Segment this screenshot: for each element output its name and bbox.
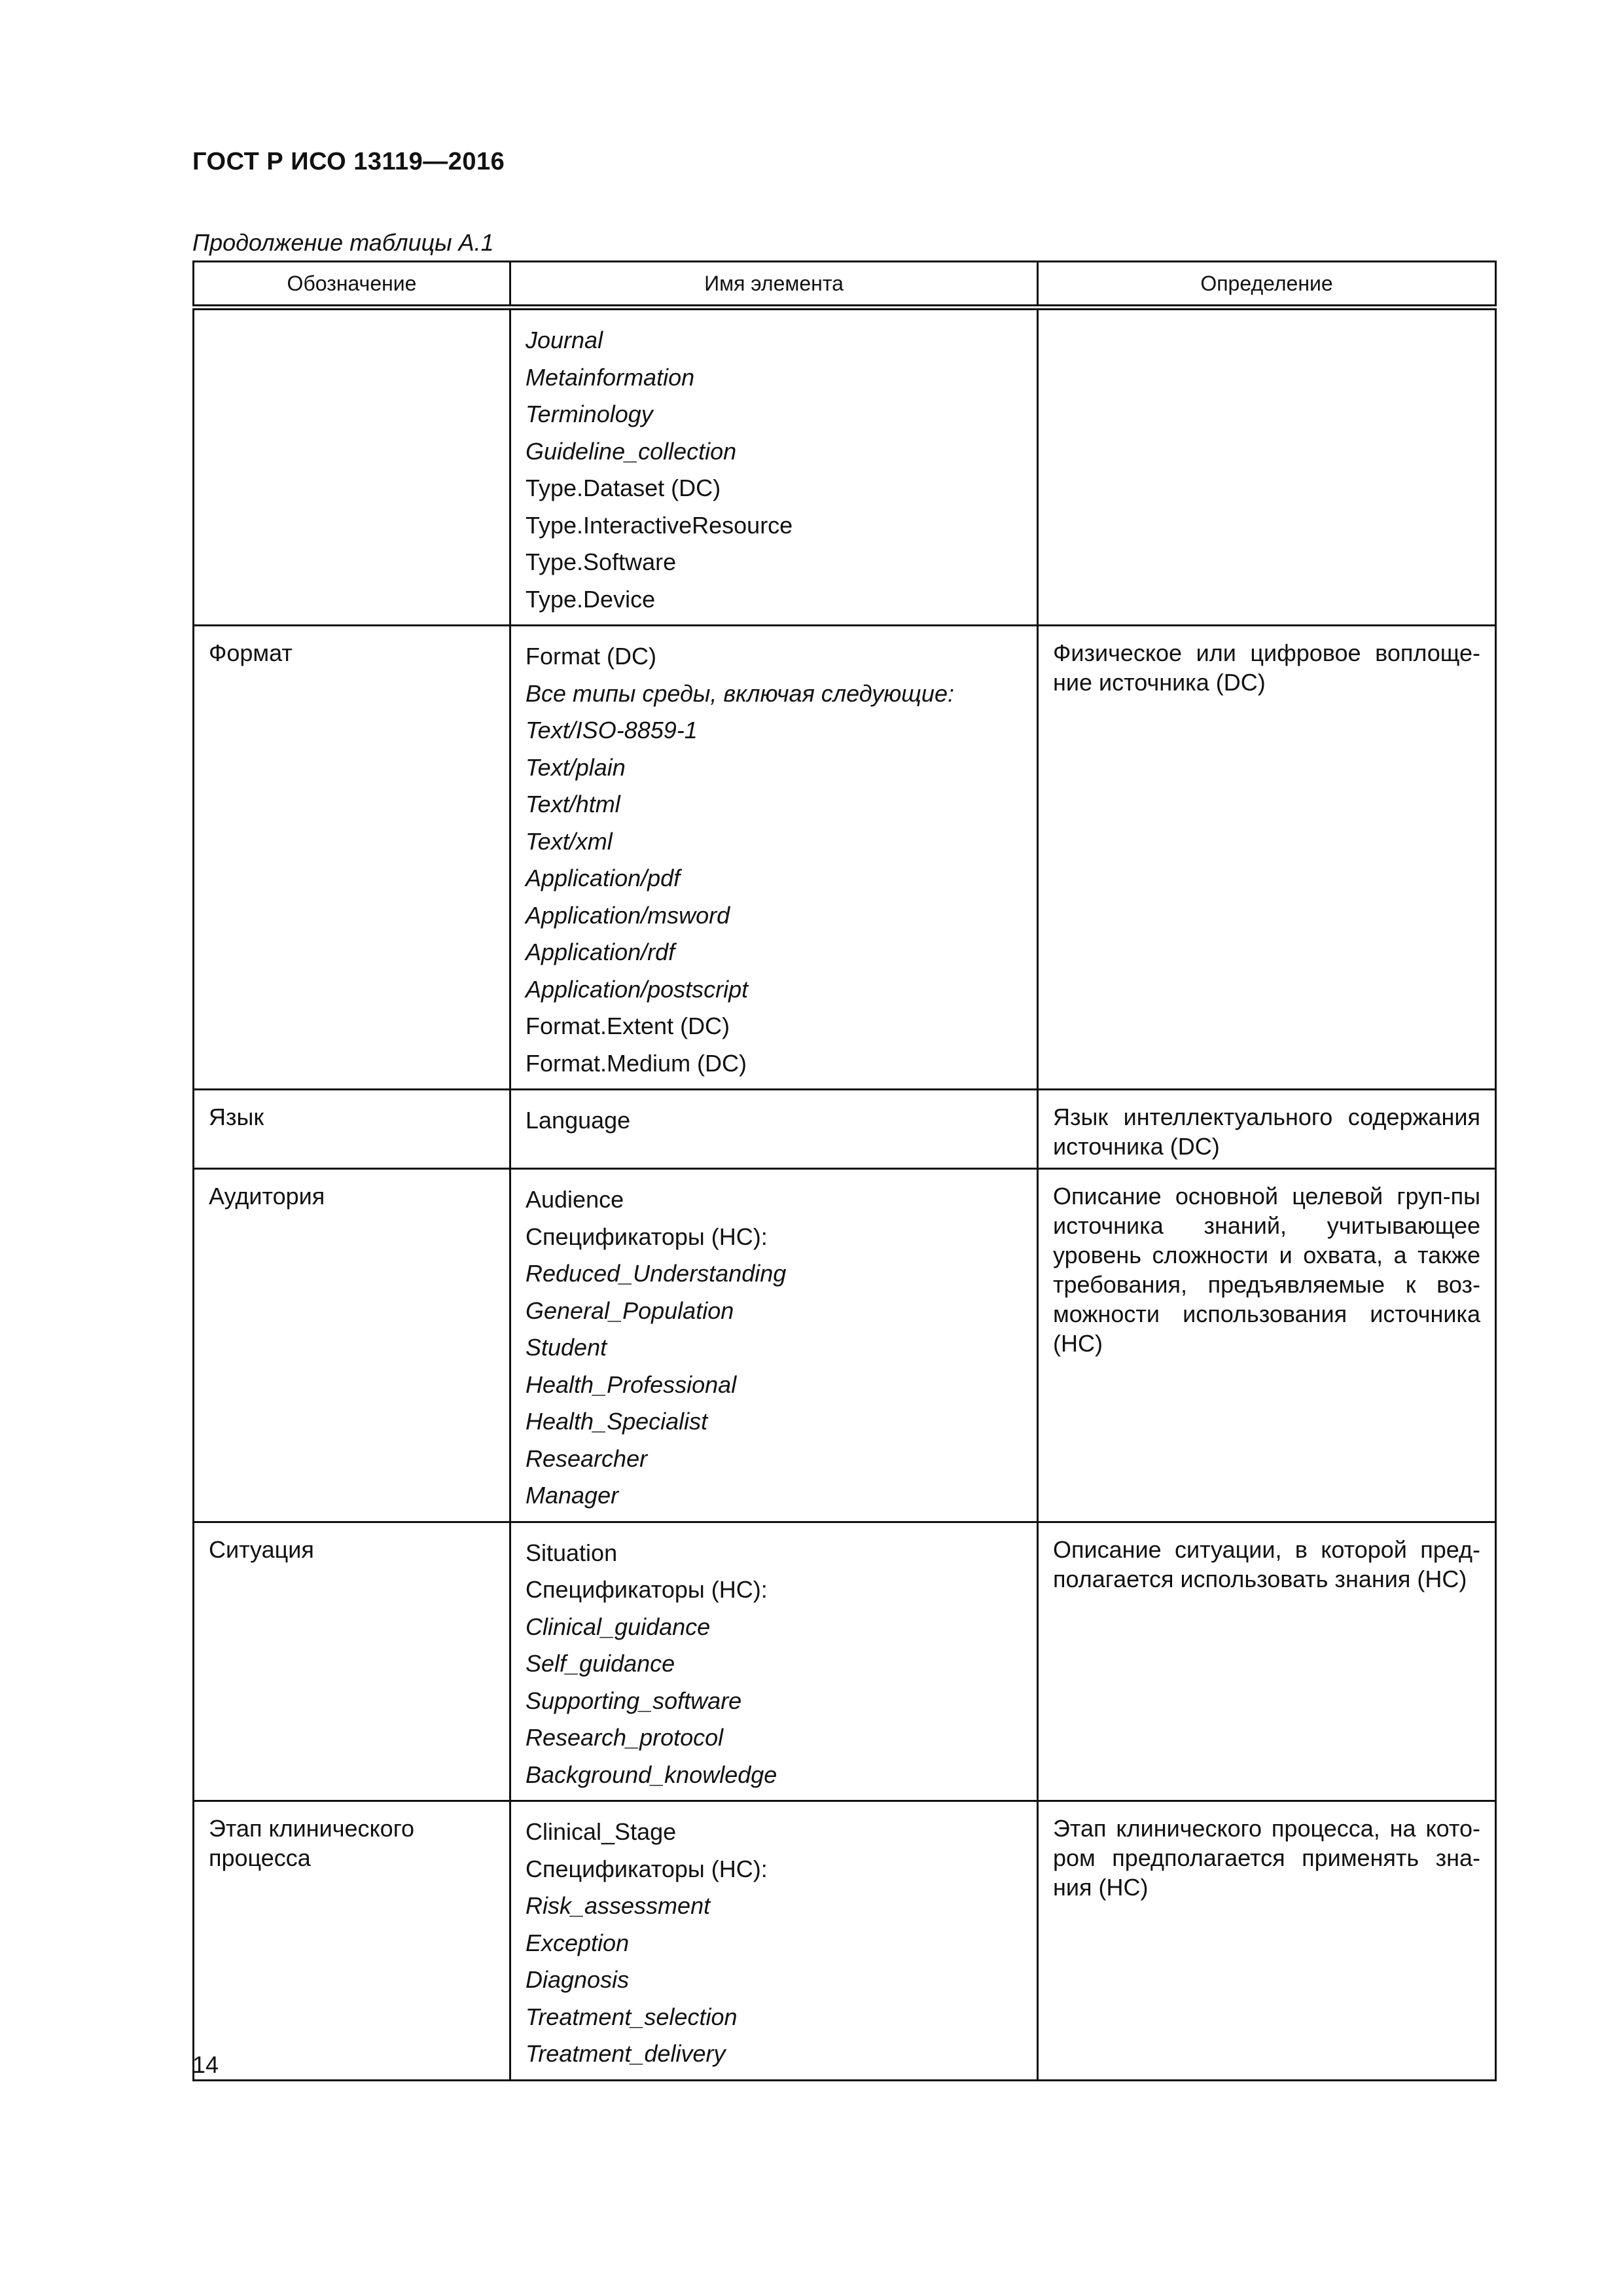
table-header-row [194,262,1496,308]
element-name: Health_Professional [526,1371,737,1398]
column-header-designation: Обозначение [194,262,510,308]
element-name: Text/html [526,791,620,817]
element-name: General_Population [526,1297,734,1324]
element-name: Спецификаторы (НС): [526,1855,768,1882]
designation-text: Аудитория [209,1183,325,1210]
designation-text: Ситуация [209,1535,314,1563]
element-name: Type.Software [526,548,677,575]
page-number: 14 [192,2051,219,2078]
element-name: Clinical_guidance [526,1613,711,1640]
element-name: Format (DC) [526,643,656,670]
table-row [194,1522,1496,1801]
designation-cell [194,1169,510,1522]
element-name: Reduced_Understanding [526,1260,787,1287]
element-name: Text/xml [526,827,613,855]
designation-cell [194,308,510,626]
element-name: Diagnosis [526,1966,630,1993]
definition-text: Этап клинического процесса, на кото-ром предполагается применять зна-ния (НС) [1053,1815,1480,1901]
element-name: Metainformation [526,363,695,391]
element-name: Exception [526,1929,630,1956]
element-name: Clinical_Stage [526,1818,677,1845]
definition-text: Физическое или цифровое воплоще-ние источника (DC) [1053,639,1480,696]
element-name: Journal [526,327,603,353]
element-name: Treatment_selection [526,2003,738,2030]
element-name: Спецификаторы (НС): [526,1223,768,1250]
document-header: ГОСТ Р ИСО 13119—2016 [192,148,505,175]
table-row [194,626,1496,1090]
element-name: Risk_assessment [526,1892,711,1919]
definition-cell [1038,1801,1496,2081]
element-name: Health_Specialist [526,1408,708,1435]
table-row [194,308,1496,626]
definition-cell [1038,308,1496,626]
element-name: Guideline_collection [526,437,737,465]
element-name-cell [510,1090,1038,1169]
table-row [194,1169,1496,1522]
definition-cell [1038,1522,1496,1801]
element-name: Language [526,1107,631,1134]
designation-text: Формат [209,639,293,666]
element-name: Type.InteractiveResource [526,511,793,539]
definition-cell [1038,1169,1496,1522]
designation-cell [194,1801,510,2081]
element-name: Background_knowledge [526,1761,777,1788]
element-name-cell [510,1801,1038,2081]
element-name: Situation [526,1539,618,1566]
element-name: Type.Dataset (DC) [526,475,721,501]
element-name: Manager [526,1482,619,1509]
definition-text: Описание ситуации, в которой пред-полагается использовать знания (НС) [1053,1535,1480,1592]
table-caption: Продолжение таблицы А.1 [192,229,494,256]
element-name-cell [510,1169,1038,1522]
element-name: Treatment_delivery [526,2040,726,2067]
designation-cell [194,626,510,1090]
definition-text: Язык интеллектуального содержания источника (DC) [1053,1103,1480,1160]
element-name: Format.Extent (DC) [526,1013,730,1039]
element-name: Application/postscript [526,975,749,1003]
element-name: Student [526,1334,607,1361]
element-name-cell [510,1522,1038,1801]
element-name: Text/ISO-8859-1 [526,717,698,744]
definition-cell [1038,626,1496,1090]
metadata-table [192,260,1497,2081]
column-header-element-name: Имя элемента [510,262,1038,308]
definition-text: Описание основной целевой груп-пы источника знаний, учитывающее уровень сложности и охвата, а также требования, предъявляемые к воз-можности использования источника (НС) [1053,1183,1480,1357]
element-name: Спецификаторы (НС): [526,1576,768,1603]
designation-cell [194,1090,510,1169]
element-name: Self_guidance [526,1650,675,1677]
table-row [194,1090,1496,1169]
designation-cell [194,1522,510,1801]
element-name: Audience [526,1186,624,1213]
table-body [194,308,1496,2081]
element-name: Application/rdf [526,939,675,965]
element-name: Application/msword [526,901,730,929]
element-name: Type.Device [526,585,656,613]
column-header-definition: Определение [1038,262,1496,308]
element-name: Text/plain [526,753,626,781]
element-name-cell [510,626,1038,1090]
element-name-cell [510,308,1038,626]
element-name: Terminology [526,401,653,427]
element-name: Все типы среды, включая следующие: [526,679,954,707]
element-name: Researcher [526,1444,648,1472]
element-name: Research_protocol [526,1724,724,1751]
element-name: Format.Medium (DC) [526,1049,747,1077]
designation-text: Этап клинического процесса [209,1815,415,1871]
element-name: Supporting_software [526,1687,742,1714]
table-row [194,1801,1496,2081]
definition-cell [1038,1090,1496,1169]
element-name: Application/pdf [526,865,681,891]
designation-text: Язык [209,1103,264,1130]
